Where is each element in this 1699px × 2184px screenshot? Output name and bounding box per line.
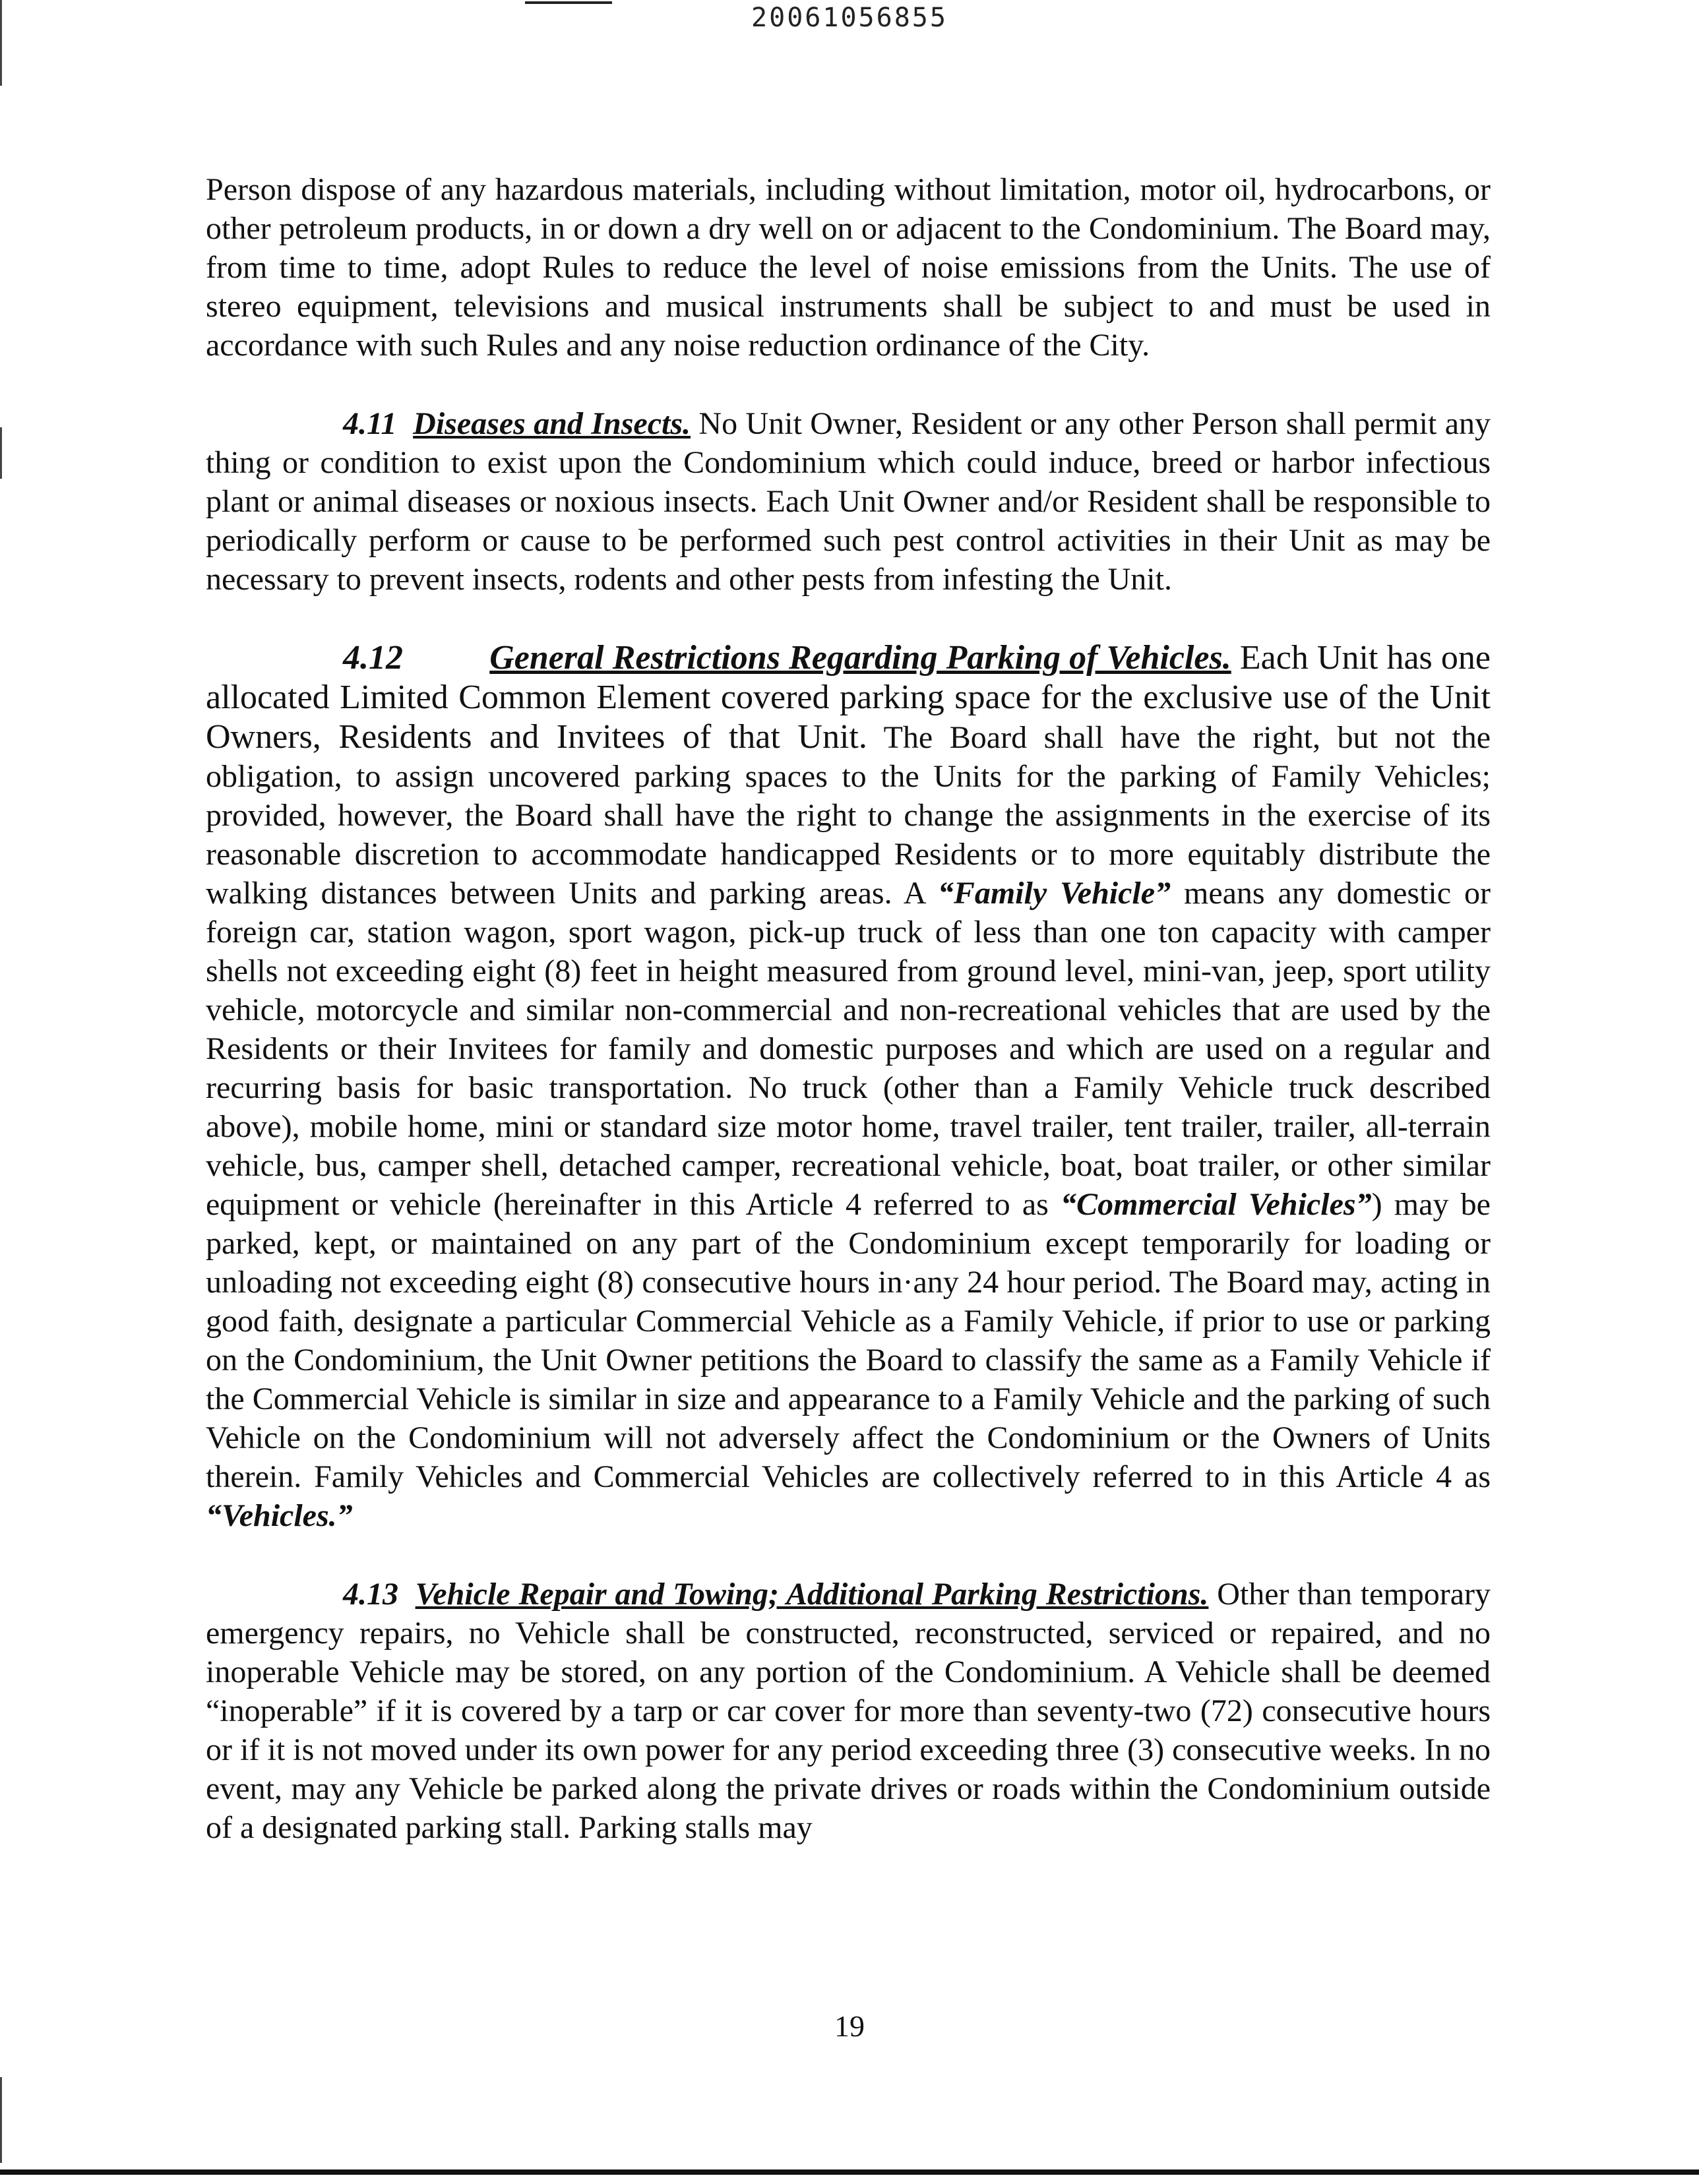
scan-edge-mark [0, 2077, 2, 2163]
section-4-11 [206, 404, 1491, 599]
section-title: General Restrictions Regarding Parking of Vehicles. [489, 639, 1231, 677]
scan-edge-mark [0, 0, 2, 86]
defined-term-commercial-vehicles: “Commercial Vehicles” [1061, 1187, 1372, 1222]
page-body [206, 170, 1491, 1847]
section-title: Diseases and Insects. [413, 406, 691, 441]
bottom-rule [0, 2169, 1699, 2175]
section-text: No Unit Owner, Resident or any other Person shall permit any thing or condition to exist upon the Condominium which could induce, breed or harbor infectious plant or animal diseases or noxious insects. Each Unit Owner and/or Resident shall be responsible to periodically perform or cause to be performed such pest control activities in their Unit as may be necessary to prevent insects, rodents and other pests from infesting the Unit. [206, 406, 1491, 597]
section-title: Vehicle Repair and Towing; Additional Parking Restrictions. [415, 1577, 1209, 1612]
section-text: The Board shall have the right, but not the obligation, to assign uncovered parking spaces to the Units for the parking of Family Vehicles; provided, however, the Board shall have the right to change the assignments in the exercise of its reasonable discretion to accommodate handicapped Residents or to more equitably distribute the walking distances between Units and parking areas. A [206, 720, 1491, 911]
section-text: ) may be parked, kept, or maintained on any part of the Condominium except temporarily for loading or unloading not exceeding eight (8) consecutive hours in·any 24 hour period. The Board may, acting in good faith, designate a particular Commercial Vehicle as a Family Vehicle, if prior to use or parking on the Condominium, the Unit Owner petitions the Board to classify the same as a Family Vehicle if the Commercial Vehicle is similar in size and appearance to a Family Vehicle and the parking of such Vehicle on the Condominium will not adversely affect the Condominium or the Owners of Units therein. Family Vehicles and Commercial Vehicles are collectively referred to in this Article 4 as [206, 1187, 1491, 1494]
section-number: 4.12 [343, 639, 403, 677]
section-4-13 [206, 1575, 1491, 1847]
section-4-12 [206, 638, 1491, 1535]
page-number: 19 [834, 2009, 865, 2043]
section-number: 4.13 [343, 1577, 398, 1612]
defined-term-vehicles: “Vehicles.” [206, 1498, 353, 1533]
paragraph-hazardous-materials: Person dispose of any hazardous materials, including without limitation, motor oil, hydrocarbons, or other petroleum products, in or down a dry well on or adjacent to the Condominium. The Board may, from time to time, adopt Rules to reduce the level of noise emissions from the Units. The use of stereo equipment, televisions and musical instruments shall be subject to and must be used in accordance with such Rules and any noise reduction ordinance of the City. [206, 172, 1491, 363]
section-text: means any domestic or foreign car, station wagon, sport wagon, pick-up truck of less than one ton capacity with camper shells not exceeding eight (8) feet in height measured from ground level, mini-van, jeep, sport utility vehicle, motorcycle and similar non-commercial and non-recreational vehicles that are used by the Residents or their Invitees for family and domestic purposes and which are used on a regular and recurring basis for basic transportation. No truck (other than a Family Vehicle truck described above), mobile home, mini or standard size motor home, travel trailer, tent trailer, trailer, all-terrain vehicle, bus, camper shell, detached camper, recreational vehicle, boat, boat trailer, or other similar equipment or vehicle (hereinafter in this Article 4 referred to as [206, 876, 1491, 1222]
document-number: 20061056855 [751, 3, 948, 33]
defined-term-family-vehicle: “Family Vehicle” [937, 876, 1171, 911]
section-number: 4.11 [343, 406, 397, 441]
section-text: Each Unit has one allocated Limited Common Element covered parking space for the exclusive use of the Unit Owners, Residents and Invitees of that Unit. [206, 639, 1491, 756]
section-text: Other than temporary emergency repairs, no Vehicle shall be constructed, reconstructed, serviced or repaired, and no inoperable Vehicle may be stored, on any portion of the Condominium. A Vehicle shall be deemed “inoperable” if it is covered by a tarp or car cover for more than seventy-two (72) consecutive hours or if it is not moved under its own power for any period exceeding three (3) consecutive weeks. In no event, may any Vehicle be parked along the private drives or roads within the Condominium outside of a designated parking stall. Parking stalls may [206, 1577, 1491, 1845]
scan-edge-mark [0, 427, 2, 479]
